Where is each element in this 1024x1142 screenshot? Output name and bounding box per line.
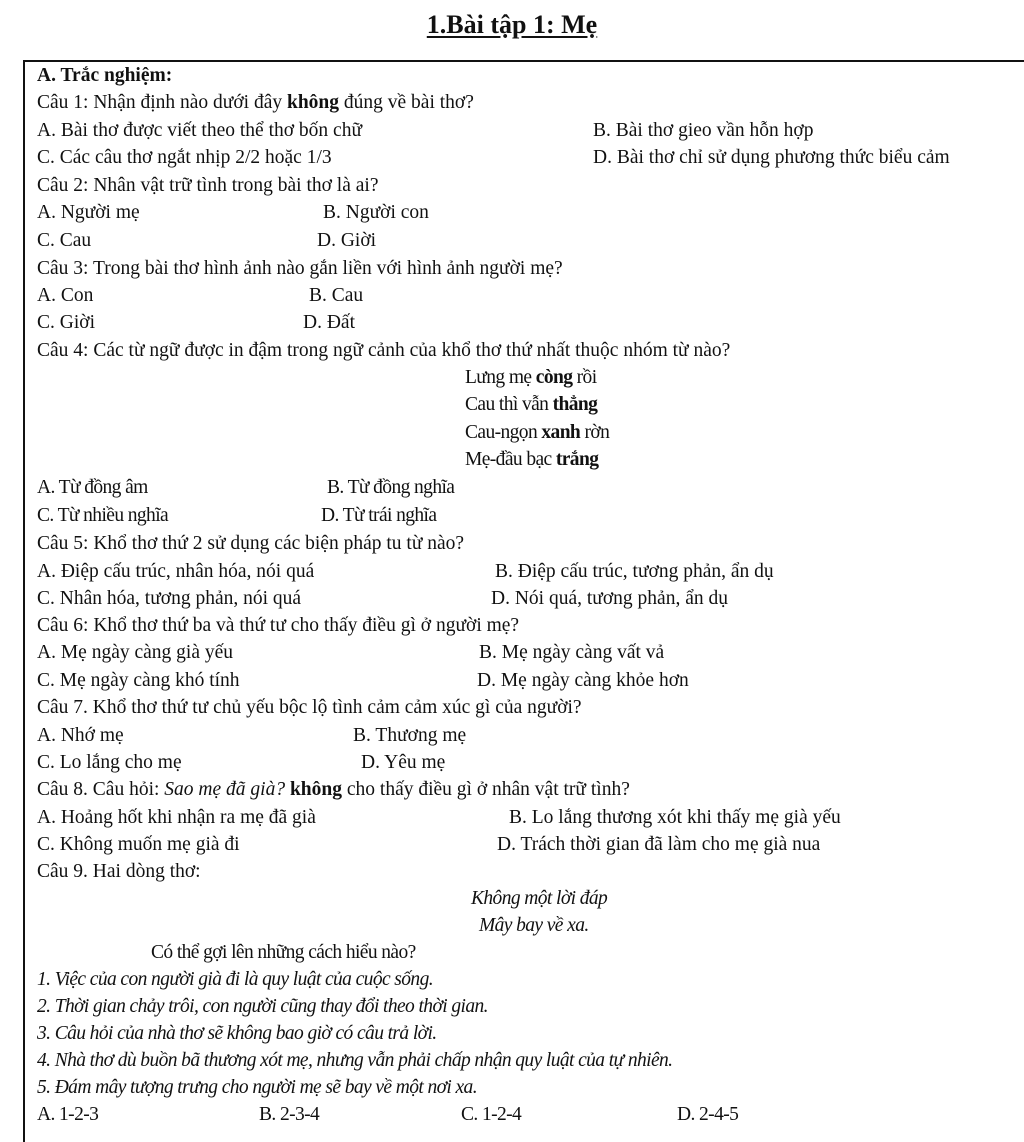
q9-option-c: C. 1-2-4 [461,1104,522,1125]
q9-item-5: 5. Đám mây tượng trưng cho người mẹ sẽ bay về một nơi xa. [37,1077,477,1098]
question-2: Câu 2: Nhân vật trữ tình trong bài thơ là ai? [37,175,379,196]
q2-option-a: A. Người mẹ [37,202,140,223]
q3-option-c: C. Giời [37,312,95,333]
question-3: Câu 3: Trong bài thơ hình ảnh nào gắn liền với hình ảnh người mẹ? [37,258,563,279]
section-heading: A. Trắc nghiệm: [37,65,173,86]
question-7: Câu 7. Khổ thơ thứ tư chủ yếu bộc lộ tình cảm cảm xúc gì của người? [37,697,582,718]
q5-option-c: C. Nhân hóa, tương phản, nói quá [37,588,302,609]
q6-option-c: C. Mẹ ngày càng khó tính [37,670,240,691]
q1-option-a: A. Bài thơ được viết theo thể thơ bốn chữ [37,120,363,141]
q8-option-a: A. Hoảng hốt khi nhận ra mẹ đã già [37,807,316,828]
q6-option-b: B. Mẹ ngày càng vất vả [479,642,665,663]
q5-option-b: B. Điệp cấu trúc, tương phản, ẩn dụ [495,561,774,582]
q9-prompt: Có thể gợi lên những cách hiểu nào? [151,942,416,963]
q9-item-3: 3. Câu hỏi của nhà thơ sẽ không bao giờ có câu trả lời. [37,1023,437,1044]
poem-line-4: Mẹ-đầu bạc trắng [465,449,599,470]
q2-option-b: B. Người con [323,202,429,223]
q9-option-a: A. 1-2-3 [37,1104,99,1125]
question-4: Câu 4: Các từ ngữ được in đậm trong ngữ cảnh của khổ thơ thứ nhất thuộc nhóm từ nào? [37,340,731,361]
q5-option-a: A. Điệp cấu trúc, nhân hóa, nói quá [37,561,315,582]
q4-option-a: A. Từ đồng âm [37,477,148,498]
poem-line-2: Cau thì vẫn thẳng [465,394,598,415]
q9-item-4: 4. Nhà thơ dù buồn bã thương xót mẹ, nhưng vẫn phải chấp nhận quy luật của tự nhiên. [37,1050,673,1071]
poem-line-1: Lưng mẹ còng rồi [465,367,597,388]
q1-option-b: B. Bài thơ gieo vần hỗn hợp [593,120,814,141]
question-5: Câu 5: Khổ thơ thứ 2 sử dụng các biện pháp tu từ nào? [37,533,465,554]
q7-option-c: C. Lo lắng cho mẹ [37,752,182,773]
q3-option-d: D. Đất [303,312,355,333]
q5-option-d: D. Nói quá, tương phản, ẩn dụ [491,588,728,609]
q8-option-b: B. Lo lắng thương xót khi thấy mẹ già yếu [509,807,841,828]
q2-option-c: C. Cau [37,230,92,251]
q6-option-d: D. Mẹ ngày càng khỏe hơn [477,670,689,691]
question-9: Câu 9. Hai dòng thơ: [37,861,201,882]
question-8: Câu 8. Câu hỏi: Sao mẹ đã già? không cho thấy điều gì ở nhân vật trữ tình? [37,779,630,800]
q2-option-d: D. Giời [317,230,377,251]
poem-line-3: Cau-ngọn xanh rờn [465,422,610,443]
q3-option-b: B. Cau [309,285,364,306]
q6-option-a: A. Mẹ ngày càng già yếu [37,642,234,663]
q4-option-c: C. Từ nhiều nghĩa [37,505,169,526]
q7-option-a: A. Nhớ mẹ [37,725,124,746]
q8-option-d: D. Trách thời gian đã làm cho mẹ già nua [497,834,821,855]
q3-option-a: A. Con [37,285,94,306]
q1-option-c: C. Các câu thơ ngắt nhịp 2/2 hoặc 1/3 [37,147,332,168]
q7-option-b: B. Thương mẹ [353,725,467,746]
q4-option-b: B. Từ đồng nghĩa [327,477,455,498]
question-6: Câu 6: Khổ thơ thứ ba và thứ tư cho thấy điều gì ở người mẹ? [37,615,520,636]
q9-poem-line-2: Mây bay về xa. [479,915,589,936]
q4-option-d: D. Từ trái nghĩa [321,505,437,526]
page-title: 1.Bài tập 1: Mẹ [426,10,598,39]
q8-option-c: C. Không muốn mẹ già đi [37,834,240,855]
question-1: Câu 1: Nhận định nào dưới đây không đúng về bài thơ? [37,92,474,113]
q9-poem-line-1: Không một lời đáp [471,888,608,909]
q9-option-b: B. 2-3-4 [259,1104,320,1125]
q9-option-d: D. 2-4-5 [677,1104,739,1125]
q9-item-2: 2. Thời gian chảy trôi, con người cũng thay đổi theo thời gian. [37,996,488,1017]
q9-item-1: 1. Việc của con người già đi là quy luật của cuộc sống. [37,969,434,990]
q7-option-d: D. Yêu mẹ [361,752,446,773]
q1-option-d: D. Bài thơ chỉ sử dụng phương thức biểu cảm [593,147,950,168]
